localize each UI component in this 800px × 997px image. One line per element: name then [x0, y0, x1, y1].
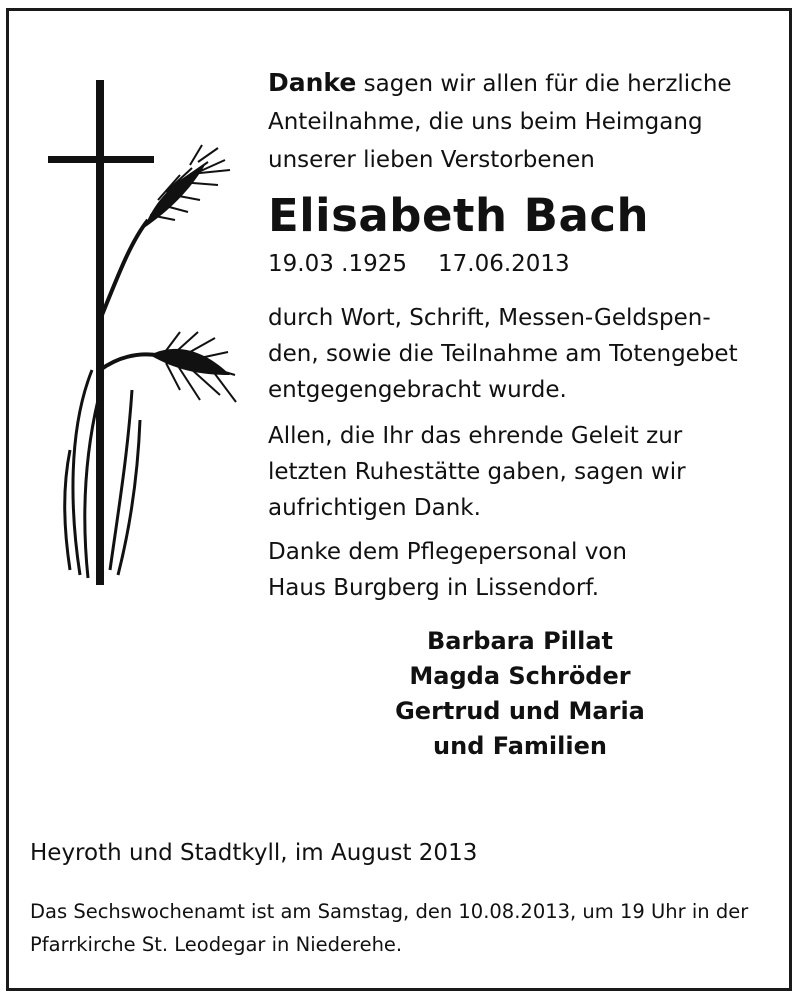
signers-block	[300, 624, 740, 764]
paragraph-line: Danke dem Pflegepersonal von	[268, 539, 627, 565]
signer-name: Gertrud und Maria	[395, 697, 645, 725]
intro-line1: sagen wir allen für die herzliche	[363, 71, 732, 97]
birth-date: 19.03 .1925	[268, 251, 407, 277]
cross-vertical-bar	[96, 80, 104, 585]
intro-lead-word: Danke	[268, 68, 357, 97]
thanks-paragraph-2	[268, 418, 783, 526]
paragraph-line: durch Wort, Schrift, Messen-Geldspen-	[268, 305, 711, 331]
paragraph-line: entgegengebracht wurde.	[268, 377, 567, 403]
thanks-paragraph-1	[268, 300, 783, 408]
paragraph-line: Haus Burgberg in Lissendorf.	[268, 575, 600, 601]
deceased-name: Elisabeth Bach	[268, 189, 650, 242]
paragraph-line: letzten Ruhestätte gaben, sagen wir	[268, 459, 686, 485]
intro-line2: Anteilnahme, die uns beim Heimgang	[268, 109, 703, 135]
death-date: 17.06.2013	[438, 251, 570, 277]
signer-name: Barbara Pillat	[426, 627, 614, 655]
cross-horizontal-bar	[48, 156, 154, 163]
place-and-date: Heyroth und Stadtkyll, im August 2013	[30, 840, 478, 866]
intro-text	[268, 64, 778, 179]
signer-name: Magda Schröder	[409, 662, 631, 690]
notice-line: Pfarrkirche St. Leodegar in Niederehe.	[30, 933, 403, 956]
paragraph-line: aufrichtigen Dank.	[268, 495, 481, 521]
cross-with-wheat-icon	[40, 70, 250, 590]
signer-name: und Familien	[433, 732, 607, 760]
notice-line: Das Sechswochenamt ist am Samstag, den 10.08.2013, um 19 Uhr in der	[30, 900, 749, 923]
paragraph-line: den, sowie die Teilnahme am Totengebet	[268, 341, 738, 367]
intro-line3: unserer lieben Verstorbenen	[268, 147, 595, 173]
mass-notice	[30, 895, 790, 961]
thanks-paragraph-3	[268, 534, 783, 606]
paragraph-line: Allen, die Ihr das ehrende Geleit zur	[268, 423, 683, 449]
life-dates	[268, 246, 778, 282]
